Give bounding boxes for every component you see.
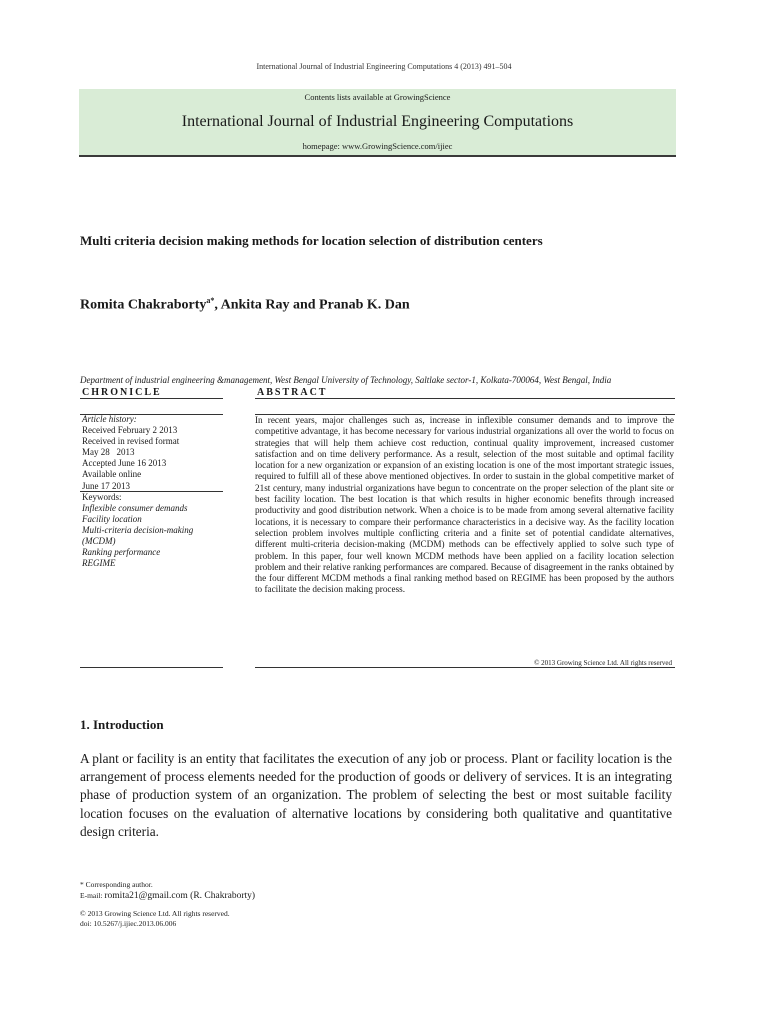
abstract-heading: ABSTRACT [257, 387, 328, 398]
keyword: Ranking performance [82, 547, 161, 558]
author-affiliation-mark: a* [206, 296, 215, 305]
journal-banner [79, 89, 676, 155]
banner-divider [79, 155, 676, 157]
history-line: May 28 2013 [82, 447, 135, 458]
history-line: Received in revised format [82, 436, 180, 447]
section-heading-introduction: 1. Introduction [80, 717, 164, 732]
corresponding-author-note: * Corresponding author. [80, 880, 153, 889]
email-address[interactable]: romita21@gmail.com (R. Chakraborty) [104, 891, 256, 901]
keyword: REGIME [82, 558, 116, 569]
abstract-top-rule [255, 398, 675, 399]
chronicle-heading: CHRONICLE [82, 387, 162, 398]
keywords-label: Keywords: [82, 491, 122, 502]
history-line: Accepted June 16 2013 [82, 458, 167, 469]
abstract-copyright: © 2013 Growing Science Ltd. All rights reserved [534, 659, 672, 667]
copyright-notice: © 2013 Growing Science Ltd. All rights reserved. [80, 909, 230, 918]
abstract-text: In recent years, major challenges such as, increase in inflexible consumer demands and to improve the competitive advantage, it has become necessary for various industrial organizations all over the world to focus on strategies that will help them achieve cost reduction, continual quality improvement, increased customer satisfaction and on time delivery performance. As a result, selection of the most suitable and optimal facility location for a new organization or expansion of an existing location is one of the most important strategic issues, required to fulfill all of these above mentioned objectives. In order to sustain in the global competitive market of 21st century, many industrial organizations have begun to concentrate on the proper selection of the plant site or best facility location. The best location is that which results in higher economic benefits through increased productivity and good distribution network. When a choice is to be made from among several alternative facility locations, it is necessary to compare their performance characteristics in a decisive way. As the facility location selection problem involves multiple conflicting criteria and a finite set of potential candidate alternatives, different multi-criteria decision-making (MCDM) methods can be effectively applied to solve such type of problem. In this paper, four well known MCDM methods have been applied on a facility location selection problem and their relative ranking performances are compared. Because of disagreement in the ranks obtained by the four different MCDM methods a final ranking method based on REGIME has been proposed by the authors to facilitate the decision making process. [255, 415, 674, 595]
journal-title: International Journal of Industrial Engineering Computations [181, 113, 574, 130]
footer-copyright [80, 909, 230, 929]
chronicle-top-rule [80, 398, 223, 399]
other-authors: , Ankita Ray and Pranab K. Dan [214, 297, 410, 313]
running-head: International Journal of Industrial Engineering Computations 4 (2013) 491–504 [256, 62, 512, 71]
keyword: Facility location [82, 513, 142, 524]
introduction-paragraph: A plant or facility is an entity that facilitates the execution of any job or process. Plant or facility location is the arrangement of process elements needed for the production of goods or delivery of services. It is an integrating phase of production system of an organization. The problem of selecting the best or most suitable facility location focuses on the evaluation of alternative locations by considering both qualitative and quantitative design criteria. [80, 751, 672, 839]
history-line: Received February 2 2013 [82, 425, 178, 436]
affiliation: Department of industrial engineering &management, West Bengal University of Technology, Saltlake sector-1, Kolkata-700064, West Bengal, India [80, 375, 612, 385]
first-author: Romita Chakraborty [80, 297, 207, 313]
journal-homepage[interactable]: homepage: www.GrowingScience.com/ijiec [302, 141, 453, 151]
article-history-label: Article history: [82, 414, 137, 424]
keyword: Inflexible consumer demands [82, 502, 188, 513]
keyword: (MCDM) [82, 536, 116, 547]
email-label: E-mail: [80, 891, 105, 900]
author-list [80, 296, 680, 314]
availability-note: Contents lists available at GrowingScience [304, 92, 451, 102]
article-title: Multi criteria decision making methods for location selection of distribution centers [80, 233, 543, 248]
chronicle-bottom-rule [80, 667, 223, 668]
abstract-bottom-rule [255, 667, 675, 668]
article-chronicle [82, 414, 222, 569]
doi[interactable]: doi: 10.5267/j.ijiec.2013.06.006 [80, 919, 177, 928]
keyword: Multi-criteria decision-making [82, 524, 194, 535]
history-line: Available online [82, 469, 142, 480]
author-email [80, 891, 255, 901]
history-line: June 17 2013 [82, 480, 130, 491]
